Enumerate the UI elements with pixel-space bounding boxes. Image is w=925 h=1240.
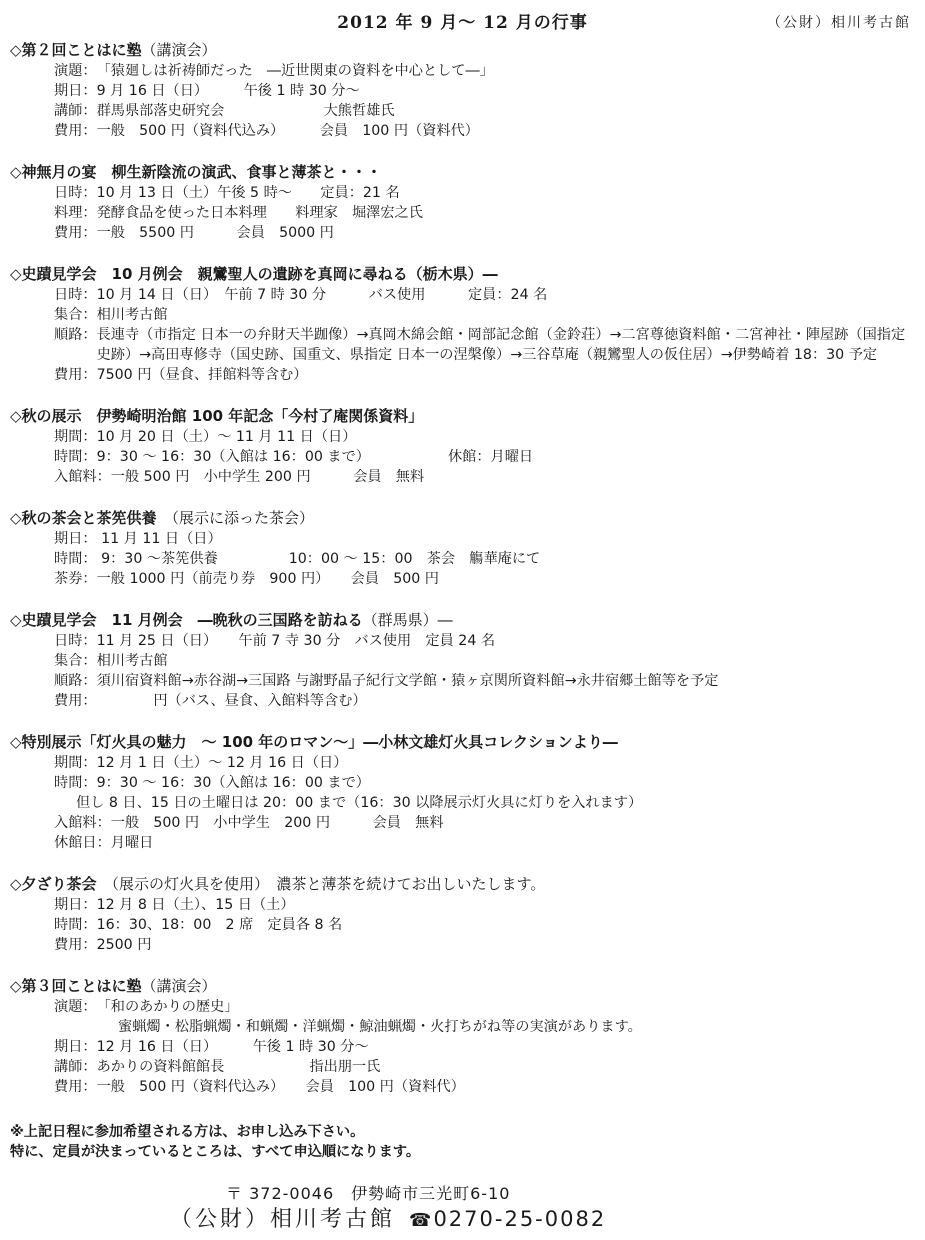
contact-block (170, 1184, 606, 1236)
detail-value: 一般 5500 円 会員 5000 円 (96, 225, 334, 241)
detail-label: 演題： (54, 63, 97, 79)
detail-value: 9：30 〜茶筅供養 10：00 〜 15：00 茶会 觴華庵にて (96, 551, 541, 567)
event-heading (10, 976, 915, 997)
detail-label: 日時： (54, 633, 97, 649)
phone-number: 0270-25-0082 (433, 1207, 607, 1231)
detail-value: 長連寺（市指定 日本一の弁財天半跏像）→真岡木綿会館・岡部記念館（金鈴荘）→二宮尊徳資料館・二宮神社・陣屋跡（国指定史跡）→高田専修寺（国史跡、国重文、県指定 日本一の涅槃像）→三谷草庵（親鸞聖人の仮住居）→伊勢崎着 18：30 予定 (96, 327, 906, 363)
detail-value: 9：30 〜 16：30（入館は 16：00 まで） (96, 775, 370, 791)
contact-line (170, 1204, 606, 1236)
detail-value: 10 月 14 日（日） 午前 7 時 30 分 バス使用 定員：24 名 (96, 287, 548, 303)
detail-value: 群馬県部落史研究会 大熊哲雄氏 (96, 103, 395, 119)
event-title: ◇史蹟見学会 10 月例会 親鸞聖人の遺跡を真岡に尋ねる（栃木県）― (10, 265, 498, 283)
event-detail-row (10, 915, 915, 935)
event-heading (10, 40, 915, 61)
detail-value: 相川考古館 (96, 307, 168, 323)
event-subtitle: （講演会） (141, 41, 217, 59)
detail-value: 一般 500 円 小中学生 200 円 会員 無料 (110, 469, 425, 485)
detail-value: 9：30 〜 16：30（入館は 16：00 まで） 休館：月曜日 (96, 449, 534, 465)
event-section (10, 162, 915, 243)
event-detail-row (10, 81, 915, 101)
detail-label: 入館料： (54, 815, 111, 831)
header-organization: （公財）相川考古館 (767, 15, 911, 31)
event-section (10, 264, 915, 385)
event-heading (10, 162, 915, 183)
organization-name: （公財）相川考古館 (170, 1207, 396, 1232)
event-heading (10, 732, 915, 753)
detail-value: 10 月 13 日（土）午後 5 時〜 定員：21 名 (96, 185, 400, 201)
event-heading (10, 264, 915, 285)
detail-label: 講師： (54, 1059, 97, 1075)
detail-label: 時間： (54, 449, 97, 465)
detail-label: 費用： (54, 1079, 97, 1095)
event-heading (10, 610, 915, 631)
event-detail-row (10, 183, 915, 203)
detail-label: 時間： (54, 917, 97, 933)
event-section (10, 976, 915, 1097)
detail-value: 発酵食品を使った日本料理 料理家 堀澤宏之氏 (96, 205, 423, 221)
event-detail-row (10, 997, 915, 1017)
event-detail-row (10, 671, 915, 691)
footnote-line: ※上記日程に参加希望される方は、お申し込み下さい。 (10, 1124, 365, 1140)
event-detail-row (10, 1077, 915, 1097)
detail-label: 費用： (54, 367, 97, 383)
event-detail-row (10, 569, 915, 589)
detail-label: 順路： (54, 673, 97, 689)
detail-value: 一般 500 円（資料代込み） 会員 100 円（資料代） (96, 1079, 465, 1095)
detail-label: 時間： (54, 775, 97, 791)
event-title: ◇史蹟見学会 11 月例会 ―晩秋の三国路を訪ねる (10, 611, 363, 629)
event-section (10, 508, 915, 589)
event-detail-row (10, 631, 915, 651)
document-title: 2012 年 9 月〜 12 月の行事 (337, 13, 588, 33)
event-detail-row (10, 549, 915, 569)
detail-label: 期間： (54, 755, 97, 771)
detail-value: 一般 500 円（資料代込み） 会員 100 円（資料代） (96, 123, 479, 139)
detail-label: 集合： (54, 307, 97, 323)
event-detail-row (10, 427, 915, 447)
event-detail-row (10, 833, 915, 853)
detail-value: 9 月 16 日（日） 午後 1 時 30 分〜 (96, 83, 360, 99)
event-description: 蜜蝋燭・松脂蝋燭・和蝋燭・洋蝋燭・鯨油蝋燭・火打ちがね等の実演があります。 (118, 1019, 642, 1035)
detail-label: 費用： (54, 123, 97, 139)
event-detail-row (10, 285, 915, 305)
event-section (10, 406, 915, 487)
detail-label: 費用： (54, 225, 97, 241)
event-subtitle: （展示に添った茶会） (156, 509, 315, 527)
event-detail-row (10, 467, 915, 487)
event-detail-row (10, 1057, 915, 1077)
telephone-icon: ☎ (409, 1210, 434, 1231)
event-subtitle: （展示の灯火具を使用） 濃茶と薄茶を続けてお出しいたします。 (96, 875, 546, 893)
event-detail-row (10, 895, 915, 915)
event-detail-row (10, 773, 915, 793)
detail-value: あかりの資料館館長 指出朋一氏 (96, 1059, 381, 1075)
event-list (10, 40, 915, 1118)
event-detail-row (10, 203, 915, 223)
event-detail-row (10, 223, 915, 243)
event-title: ◇神無月の宴 柳生新陰流の演武、食事と薄茶と・・・ (10, 163, 382, 181)
event-detail-row (10, 935, 915, 955)
detail-value: 相川考古館 (96, 653, 168, 669)
detail-value: 10 月 20 日（土）〜 11 月 11 日（日） (96, 429, 357, 445)
detail-label: 期日： (54, 897, 97, 913)
detail-label: 日時： (54, 287, 97, 303)
event-detail-row (10, 651, 915, 671)
event-section (10, 874, 915, 955)
event-detail-row (10, 305, 915, 325)
event-note: 但し 8 日、15 日の土曜日は 20：00 まで（16：30 以降展示灯火具に灯りを入れます） (76, 795, 643, 811)
detail-value: 「和のあかりの歴史」 (96, 999, 239, 1015)
event-title: ◇第２回ことはに塾 (10, 41, 142, 59)
detail-label: 入館料： (54, 469, 111, 485)
detail-label: 費用： (54, 693, 97, 709)
detail-value: 11 月 25 日（日） 午前 7 寺 30 分 バス使用 定員 24 名 (96, 633, 496, 649)
detail-value: 「猿廻しは祈祷師だった ―近世関東の資料を中心として―」 (96, 63, 494, 79)
detail-label: 費用： (54, 937, 97, 953)
event-detail-row (10, 1037, 915, 1057)
detail-value: 円（バス、昼食、入館料等含む） (96, 693, 367, 709)
detail-value: 11 月 11 日（日） (96, 531, 222, 547)
event-detail-row (10, 691, 915, 711)
event-detail-row (10, 61, 915, 81)
footnote-line: 特に、定員が決まっているところは、すべて申込順になります。 (10, 1144, 421, 1160)
event-title: ◇夕ざり茶会 (10, 875, 97, 893)
event-subtitle: （群馬県）― (362, 611, 453, 629)
event-heading (10, 874, 915, 895)
detail-value: 12 月 8 日（土）、15 日（土） (96, 897, 295, 913)
detail-value: 12 月 16 日（日） 午後 1 時 30 分〜 (96, 1039, 369, 1055)
postal-address: 〒 372-0046 伊勢崎市三光町6-10 (226, 1184, 511, 1203)
detail-label: 料理： (54, 205, 97, 221)
detail-label: 日時： (54, 185, 97, 201)
event-detail-row (10, 529, 915, 549)
phone-number-group (409, 1204, 606, 1236)
detail-label: 期日： (54, 83, 97, 99)
event-heading (10, 508, 915, 529)
event-section (10, 40, 915, 141)
detail-value: 月曜日 (110, 835, 154, 851)
detail-label: 茶券： (54, 571, 97, 587)
detail-value: 須川宿資料館→赤谷湖→三国路 与謝野晶子紀行文学館・猿ヶ京関所資料館→永井宿郷土館等を予定 (96, 673, 719, 689)
detail-value: 12 月 1 日（土）〜 12 月 16 日（日） (96, 755, 348, 771)
event-title: ◇秋の展示 伊勢崎明治館 100 年記念「今村了庵関係資料」 (10, 407, 424, 425)
detail-value: 一般 500 円 小中学生 200 円 会員 無料 (110, 815, 444, 831)
detail-label: 時間： (54, 551, 97, 567)
event-detail-row (10, 101, 915, 121)
detail-label: 講師： (54, 103, 97, 119)
detail-value: 2500 円 (96, 937, 152, 953)
event-detail-row (10, 813, 915, 833)
event-heading (10, 406, 915, 427)
detail-value: 一般 1000 円（前売り券 900 円） 会員 500 円 (96, 571, 439, 587)
detail-label: 休館日： (54, 835, 111, 851)
detail-label: 期日： (54, 1039, 97, 1055)
detail-label: 順路： (54, 327, 97, 343)
detail-label: 集合： (54, 653, 97, 669)
event-title: ◇第３回ことはに塾 (10, 977, 142, 995)
detail-value: 16：30、18：00 2 席 定員各 8 名 (96, 917, 343, 933)
event-title: ◇特別展示「灯火具の魅力 〜 100 年のロマン〜」―小林文雄灯火具コレクションより― (10, 733, 618, 751)
event-detail-row (10, 325, 915, 365)
detail-label: 演題： (54, 999, 97, 1015)
event-detail-row (10, 753, 915, 773)
detail-value: 7500 円（昼食、拝館料等含む） (96, 367, 308, 383)
detail-label: 期間： (54, 429, 97, 445)
event-detail-row (10, 121, 915, 141)
event-section (10, 732, 915, 853)
event-detail-row (10, 365, 915, 385)
event-subtitle: （講演会） (141, 977, 217, 995)
event-section (10, 610, 915, 711)
event-detail-row (10, 447, 915, 467)
footnote (10, 1122, 420, 1162)
event-title: ◇秋の茶会と茶筅供養 (10, 509, 157, 527)
detail-label: 期日： (54, 531, 97, 547)
